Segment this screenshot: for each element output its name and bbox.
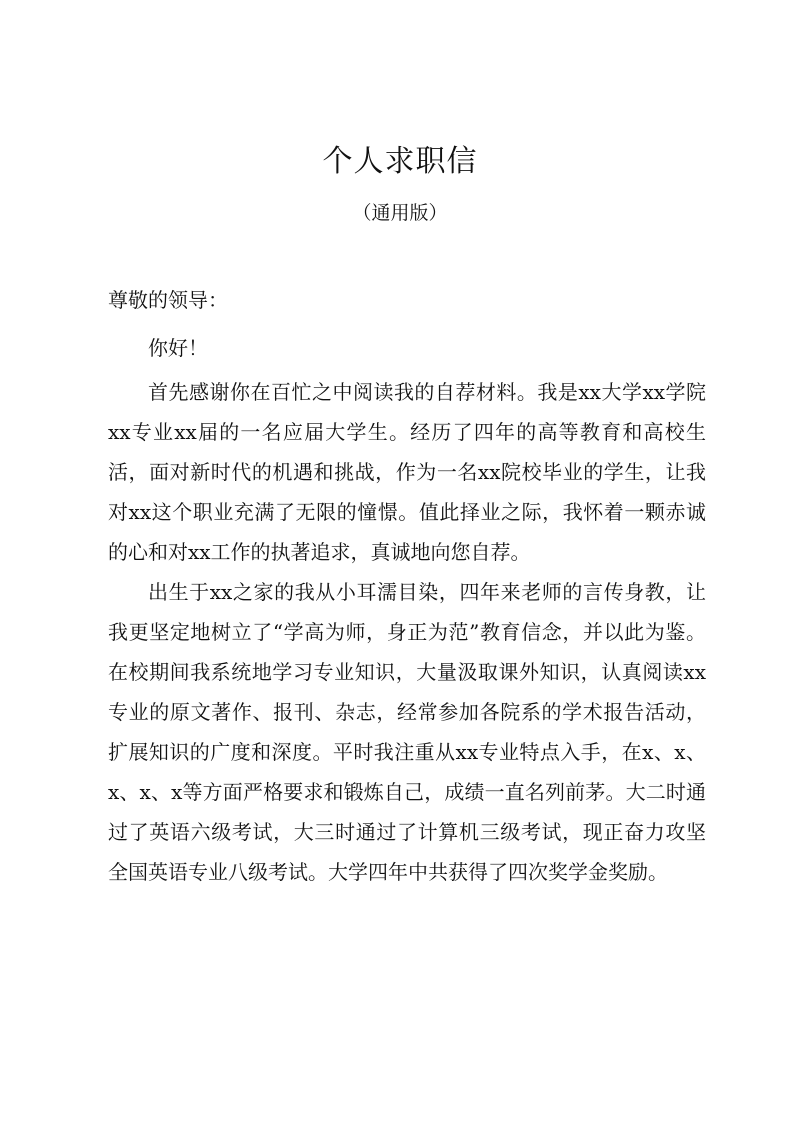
- letter-body: [108, 280, 706, 892]
- document-title: 个人求职信: [322, 144, 478, 179]
- document-subtitle: （通用版）: [352, 202, 448, 224]
- greeting: 你好！: [148, 336, 208, 360]
- salutation: 尊敬的领导：: [108, 288, 228, 312]
- paragraph-background: 出生于xx之家的我从小耳濡目染，四年来老师的言传身教，让我更坚定地树立了“学高为师，身正为范”教育信念，并以此为鉴。在校期间我系统地学习专业知识，大量汲取课外知识，认真阅读xx专业的原文著作、报刊、杂志，经常参加各院系的学术报告活动，扩展知识的广度和深度。平时我注重从xx专业特点入手，在x、x、x、x、x等方面严格要求和锻炼自己，成绩一直名列前茅。大二时通过了英语六级考试，大三时通过了计算机三级考试，现正奋力攻坚全国英语专业八级考试。大学四年中共获得了四次奖学金奖励。: [108, 580, 706, 884]
- paragraph-introduction: 首先感谢你在百忙之中阅读我的自荐材料。我是xx大学xx学院xx专业xx届的一名应届大学生。经历了四年的高等教育和高校生活，面对新时代的机遇和挑战，作为一名xx院校毕业的学生，让我对xx这个职业充满了无限的憧憬。值此择业之际，我怀着一颗赤诚的心和对xx工作的执著追求，真诚地向您自荐。: [108, 380, 706, 564]
